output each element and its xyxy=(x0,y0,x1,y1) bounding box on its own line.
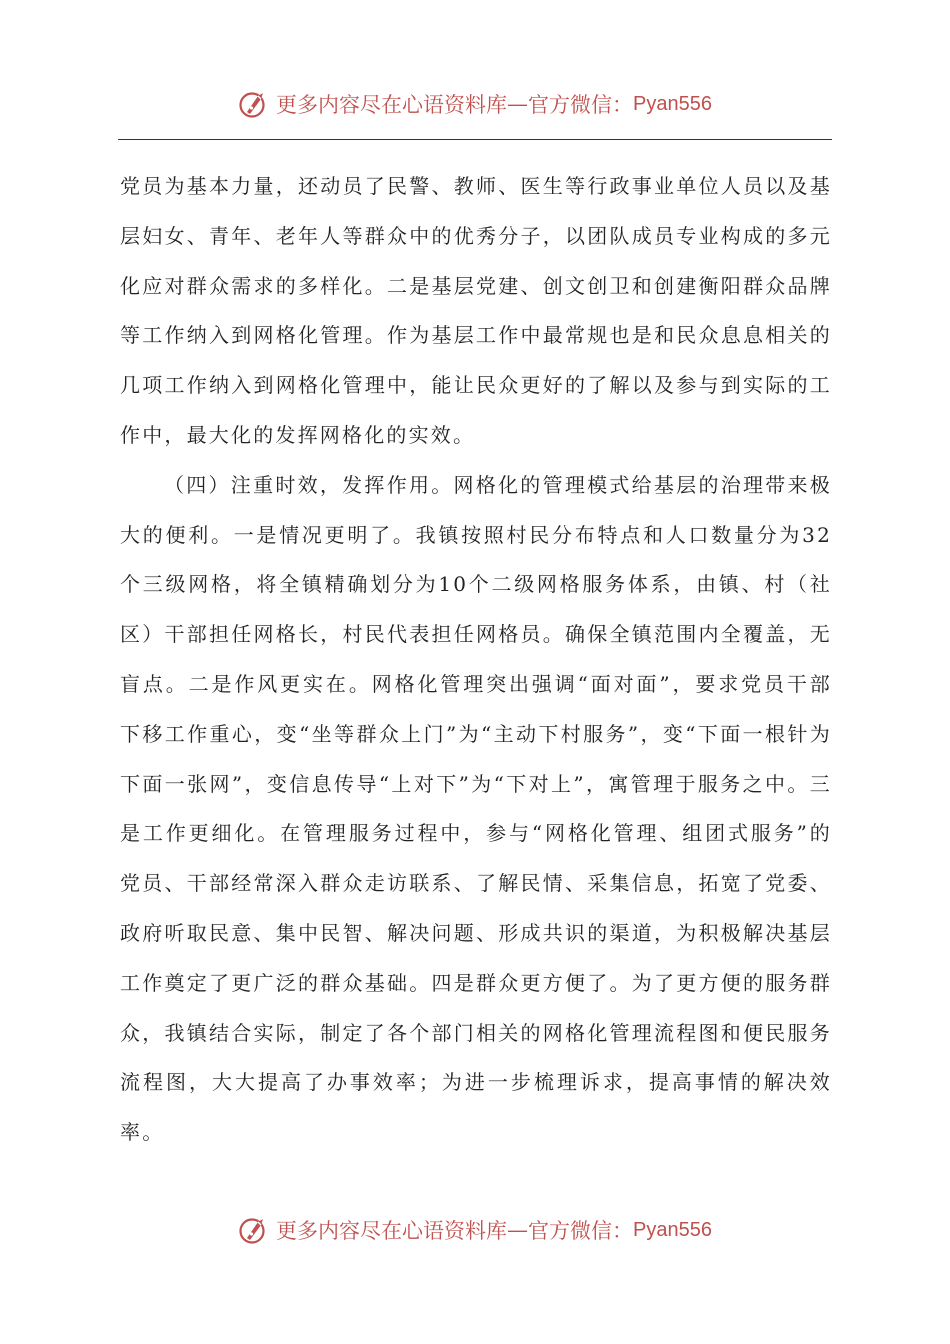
watermark-separator: — xyxy=(507,92,529,116)
paragraph-2: （四）注重时效，发挥作用。网格化的管理模式给基层的治理带来极大的便利。一是情况更明了。我镇按照村民分布特点和人口数量分为32个三级网格，将全镇精确划分为10个二级网格服务体系，由镇、村（社区）干部担任网格长，村民代表担任网格员。确保全镇范围内全覆盖，无盲点。二是作风更实在。网格化管理突出强调“面对面”，要求党员干部下移工作重心，变“坐等群众上门”为“主动下村服务”，变“下面一根针为下面一张网”，变信息传导“上对下”为“下对上”，寓管理于服务之中。三是工作更细化。在管理服务过程中，参与“网格化管理、组团式服务”的党员、干部经常深入群众走访联系、了解民情、采集信息，拓宽了党委、政府听取民意、集中民智、解决问题、形成共识的渠道，为积极解决基层工作奠定了更广泛的群众基础。四是群众更方便了。为了更方便的服务群众，我镇结合实际，制定了各个部门相关的网格化管理流程图和便民服务流程图，大大提高了办事效率；为进一步梳理诉求，提高事情的解决效率。 xyxy=(120,472,832,1145)
header-watermark xyxy=(0,84,950,124)
watermark-separator: — xyxy=(507,1218,529,1242)
header-divider xyxy=(118,139,832,140)
watermark-wechat-label: 官方微信： xyxy=(528,1219,634,1243)
pen-nib-logo-icon xyxy=(238,88,270,120)
paragraph-1: 党员为基本力量，还动员了民警、教师、医生等行政事业单位人员以及基层妇女、青年、老年人等群众中的优秀分子，以团队成员专业构成的多元化应对群众需求的多样化。二是基层党建、创文创卫和创建衡阳群众品牌等工作纳入到网格化管理。作为基层工作中最常规也是和民众息息相关的几项工作纳入到网格化管理中，能让民众更好的了解以及参与到实际的工作中，最大化的发挥网格化的实效。 xyxy=(120,174,832,447)
footer-watermark xyxy=(0,1210,950,1250)
watermark-wechat-id: Pyan556 xyxy=(633,1218,712,1241)
pen-nib-logo-icon xyxy=(238,1214,270,1246)
document-body xyxy=(120,162,832,1158)
watermark-wechat-id: Pyan556 xyxy=(633,92,712,115)
watermark-brand: 更多内容尽在心语资料库 xyxy=(276,93,508,117)
watermark-brand: 更多内容尽在心语资料库 xyxy=(276,1219,508,1243)
watermark-wechat-label: 官方微信： xyxy=(528,93,634,117)
